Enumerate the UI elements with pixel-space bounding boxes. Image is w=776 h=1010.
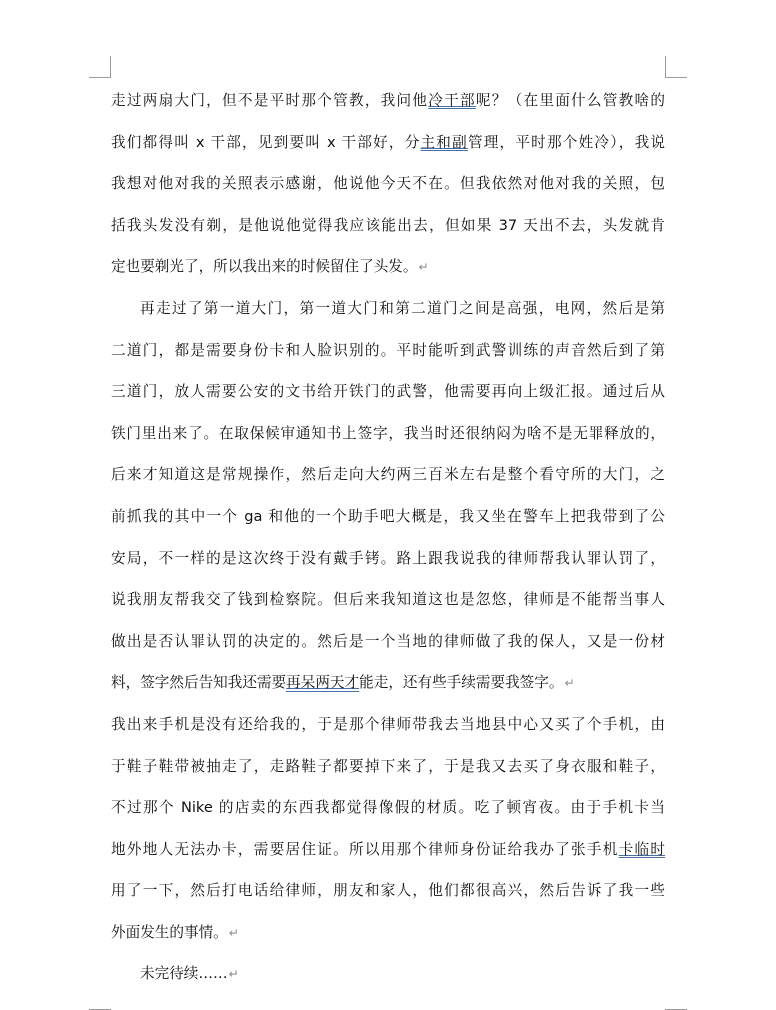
- text-run: 铁门里出来了。在取保候审通知书上签字，我当时还很纳闷为啥不是无罪释放的，: [111, 424, 665, 442]
- text-run: 走过两扇大门，但不是平时那个管教，我问他: [111, 92, 429, 109]
- text-run: 括我头发没有剃，是他说他觉得我应该能出去，但如果 37 天出不去，头发就肯: [111, 216, 665, 234]
- text-run: 未完待续……: [140, 965, 228, 982]
- paragraph-3: [111, 704, 665, 954]
- text-line: [111, 746, 665, 788]
- text-line: [111, 80, 665, 122]
- text-run: 说我朋友帮我交了钱到检察院。但后来我知道这也是忽悠，律师是不能帮当事人: [111, 591, 665, 609]
- text-line: [111, 621, 665, 663]
- paragraph-4: [111, 953, 665, 995]
- text-line: [111, 538, 665, 580]
- crop-mark-top-right-vertical: [665, 56, 666, 77]
- text-run: 做出是否认罪认罚的决定的。然后是一个当地的律师做了我的保人，又是一份材: [111, 632, 665, 650]
- text-line: [111, 787, 665, 829]
- text-line: [111, 246, 665, 288]
- crop-mark-top-right-horizontal: [665, 77, 687, 78]
- text-run: 前抓我的其中一个 ga 和他的一个助手吧大概是，我又坐在警车上把我带到了公: [111, 507, 665, 525]
- paragraph-1: [111, 80, 665, 288]
- text-line: [111, 454, 665, 496]
- text-run: 不过那个 Nike 的店卖的东西我都觉得像假的材质。吃了顿宵夜。由于手机卡当: [111, 799, 665, 817]
- paragraph-mark-icon: ↵: [228, 967, 239, 981]
- paragraph-mark-icon: ↵: [418, 260, 429, 275]
- paragraph-2: [111, 288, 665, 704]
- text-line: [111, 579, 665, 621]
- text-line: [111, 953, 665, 995]
- text-run: 能走，还有些手续需要我签字。: [359, 674, 564, 692]
- text-line: [111, 496, 665, 538]
- text-line: [111, 205, 665, 247]
- text-line: [111, 163, 665, 205]
- spellcheck-underlined-text: 主和副: [420, 133, 468, 151]
- text-line: [111, 122, 665, 164]
- text-line: [111, 829, 665, 871]
- spellcheck-underlined-text: 卡临时: [618, 840, 665, 858]
- text-run: 安局，不一样的是这次终于没有戴手铐。路上跟我说我的律师帮我认罪认罚了，: [111, 549, 665, 567]
- text-line: [111, 912, 665, 954]
- paragraph-mark-icon: ↵: [228, 925, 239, 940]
- text-run: 三道门，放人需要公安的文书给开铁门的武警，他需要再向上级汇报。通过后从: [111, 383, 665, 401]
- text-run: 地外地人无法办卡，需要居住证。所以用那个律师身份证给我办了张手机: [111, 840, 619, 858]
- text-run: 料，签字然后告知我还需要: [111, 674, 287, 692]
- text-run: 于鞋子鞋带被抽走了，走路鞋子都要掉下来了，于是我又去买了身衣服和鞋子，: [111, 757, 665, 775]
- text-run: 呢？（在里面什么管教啥的: [475, 92, 665, 109]
- crop-mark-top-left-horizontal: [89, 77, 111, 78]
- text-line: [111, 288, 665, 330]
- text-run: 定也要剃光了，所以我出来的时候留住了头发。: [111, 258, 418, 276]
- text-line: [111, 870, 665, 912]
- text-line: [111, 371, 665, 413]
- text-run: 管理，平时那个姓冷），我说: [467, 133, 665, 151]
- text-run: 我们都得叫 x 干部，见到要叫 x 干部好，分: [111, 133, 421, 151]
- text-line: [111, 413, 665, 455]
- text-run: 再走过了第一道大门，第一道大门和第二道门之间是高强，电网，然后是第: [140, 300, 665, 317]
- text-run: 外面发生的事情。: [111, 923, 228, 941]
- text-run: 后来才知道这是常规操作，然后走向大约两三百米左右是整个看守所的大门，之: [111, 466, 665, 484]
- text-line: [111, 662, 665, 704]
- text-run: 我想对他对我的关照表示感谢，他说他今天不在。但我依然对他对我的关照，包: [111, 175, 665, 193]
- crop-mark-top-left-vertical: [110, 56, 111, 77]
- spellcheck-underlined-text: 再呆两天才: [286, 674, 360, 692]
- text-run: 我出来手机是没有还给我的，于是那个律师带我去当地县中心又买了个手机，由: [111, 716, 665, 733]
- spellcheck-underlined-text: 冷干部: [428, 92, 476, 109]
- paragraph-mark-icon: ↵: [564, 676, 575, 691]
- text-run: 二道门，都是需要身份卡和人脸识别的。平时能听到武警训练的声音然后到了第: [111, 341, 665, 359]
- text-run: 用了一下，然后打电话给律师，朋友和家人，他们都很高兴，然后告诉了我一些: [111, 882, 665, 900]
- text-line: [111, 704, 665, 746]
- text-line: [111, 330, 665, 372]
